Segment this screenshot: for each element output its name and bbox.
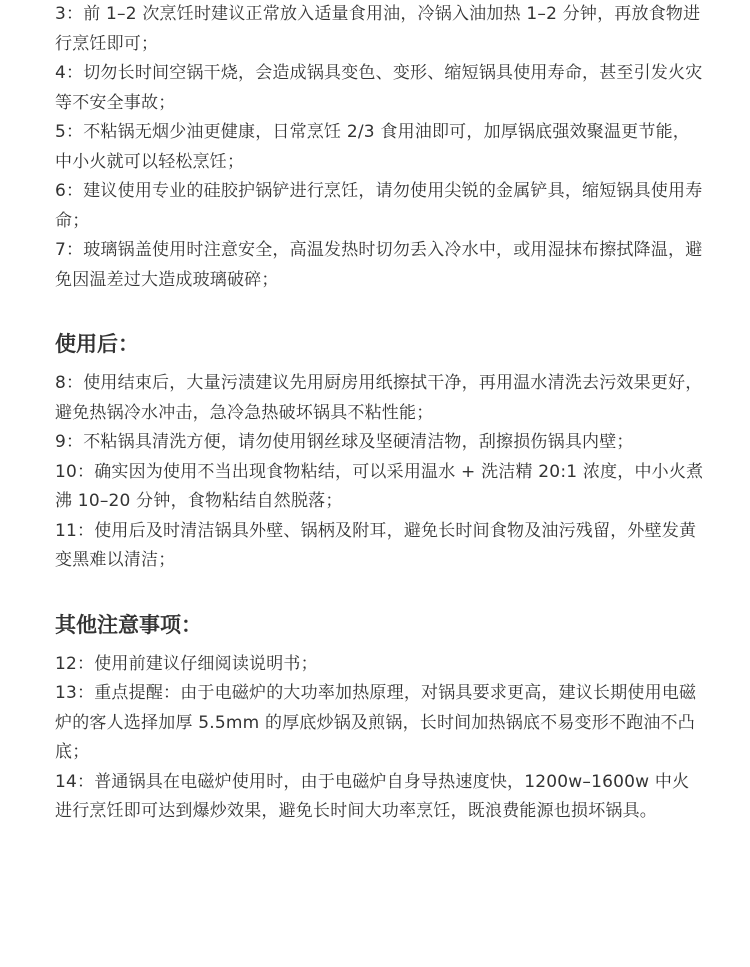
list-item: 12：使用前建议仔细阅读说明书； — [55, 653, 318, 674]
section-title: 其他注意事项： — [55, 612, 202, 637]
list-item: 5：不粘锅无烟少油更健康，日常烹饪 2/3 食用油即可，加厚锅底强效聚温更节能，中小火就可以轻松烹饪； — [55, 122, 690, 172]
section-title: 使用后： — [55, 332, 139, 356]
list-item: 10：确实因为使用不当出现食物粘结，可以采用温水 + 洗洁精 20:1 浓度，中小火煮沸 10–20 分钟，食物粘结自然脱落； — [55, 461, 704, 511]
section-after-use — [55, 329, 705, 576]
list-item: 7：玻璃锅盖使用时注意安全，高温发热时切勿丢入冷水中，或用湿抹布擦拭降温，避免因温差过大造成玻璃破碎； — [55, 240, 703, 290]
list-item: 8：使用结束后，大量污渍建议先用厨房用纸擦拭干净，再用温水清洗去污效果更好，避免热锅冷水冲击，急冷急热破坏锅具不粘性能； — [55, 373, 703, 423]
list-item: 6：建议使用专业的硅胶护锅铲进行烹饪，请勿使用尖锐的金属铲具，缩短锅具使用寿命； — [55, 181, 703, 231]
list-item: 13：重点提醒：由于电磁炉的大功率加热原理，对锅具要求更高，建议长期使用电磁炉的客人选择加厚 5.5mm 的厚底炒锅及煎锅，长时间加热锅底不易变形不跑油不凸底； — [55, 683, 697, 762]
list-item: 3：前 1–2 次烹饪时建议正常放入适量食用油，冷锅入油加热 1–2 分钟，再放食物进行烹饪即可； — [55, 4, 701, 54]
list-item: 4：切勿长时间空锅干烧，会造成锅具变色、变形、缩短锅具使用寿命，甚至引发火灾等不安全事故； — [55, 63, 703, 113]
list-item: 11：使用后及时清洁锅具外壁、锅柄及附耳，避免长时间食物及油污残留，外壁发黄变黑难以清洁； — [55, 520, 697, 570]
list-item: 14：普通锅具在电磁炉使用时，由于电磁炉自身导热速度快，1200w–1600w 中火进行烹饪即可达到爆炒效果，避免长时间大功率烹饪，既浪费能源也损坏锅具。 — [55, 771, 690, 821]
section-usage-during — [55, 0, 705, 295]
document-body — [55, 0, 705, 827]
list-item: 9：不粘锅具清洗方便，请勿使用钢丝球及坚硬清洁物，刮擦损伤锅具内壁； — [55, 432, 634, 452]
section-other-notes — [55, 610, 705, 827]
